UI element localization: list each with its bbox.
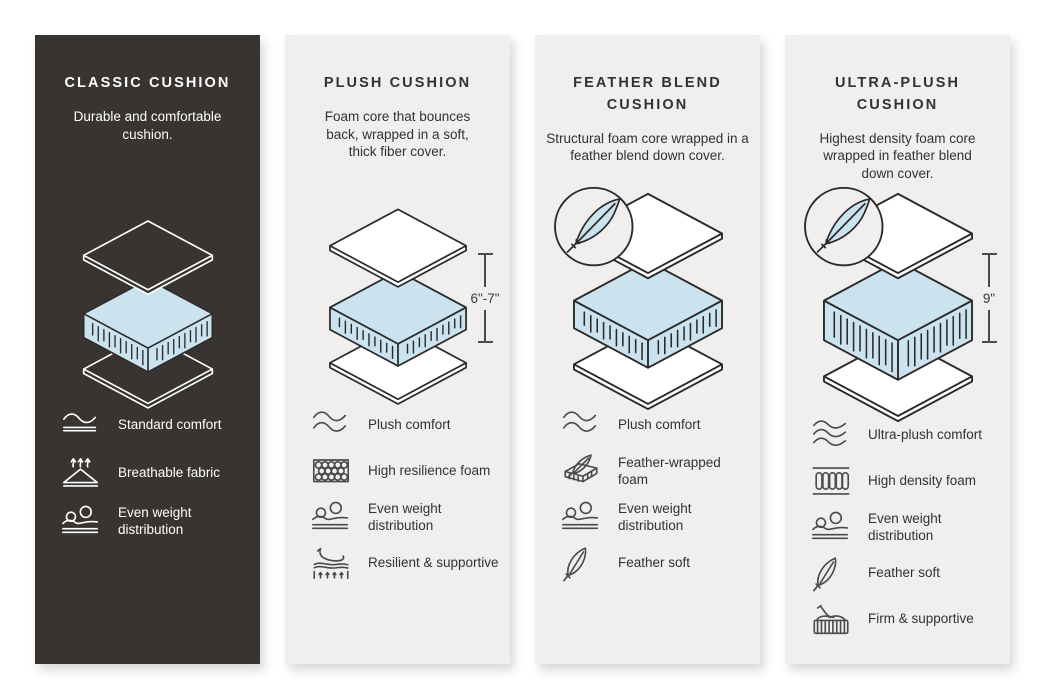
- feature-list: [559, 405, 752, 589]
- feather-wrapped-foam-icon: [559, 451, 603, 491]
- thickness-dimension-marker: [972, 253, 1006, 343]
- triple-wave-icon: [809, 415, 853, 455]
- feature-row: [559, 405, 752, 445]
- feature-row: [809, 461, 1002, 501]
- cushion-illustration: [535, 187, 760, 416]
- feature-row: [59, 453, 252, 493]
- weight-distribution-icon: [809, 507, 853, 547]
- dimension-line: [484, 310, 486, 342]
- resilient-supportive-icon: [309, 543, 353, 583]
- feature-label: Feather-wrapped foam: [618, 454, 721, 487]
- feature-row: [59, 405, 252, 445]
- dimension-line: [988, 255, 990, 287]
- feature-list: [309, 405, 502, 589]
- double-wave-icon: [559, 405, 603, 445]
- weight-distribution-icon: [59, 501, 103, 541]
- feature-list: [59, 405, 252, 549]
- density-foam-icon: [809, 461, 853, 501]
- column-description: Durable and comfortable cushion.: [73, 108, 222, 142]
- feature-label: Even weight distribution: [868, 510, 942, 543]
- feather-icon: [559, 543, 603, 583]
- feature-label: Feather soft: [618, 555, 691, 571]
- feature-label: Firm & supportive: [868, 611, 974, 627]
- column-title: ULTRA-PLUSH CUSHION: [834, 75, 961, 113]
- wave-icon: [59, 405, 103, 445]
- resilience-foam-icon: [309, 451, 353, 491]
- breathable-icon: [59, 453, 103, 493]
- feature-label: High density foam: [868, 473, 977, 489]
- feature-row: [309, 405, 502, 445]
- firm-supportive-icon: [809, 599, 853, 639]
- column-title: CLASSIC CUSHION: [64, 75, 231, 91]
- column-classic: [35, 35, 260, 664]
- feature-row: [309, 497, 502, 537]
- column-description: Structural foam core wrapped in a feather blend down cover.: [546, 130, 749, 164]
- feature-label: Resilient & supportive: [368, 555, 499, 571]
- feature-row: [309, 451, 502, 491]
- dimension-cap: [478, 341, 493, 343]
- weight-distribution-icon: [559, 497, 603, 537]
- double-wave-icon: [309, 405, 353, 445]
- feature-row: [559, 497, 752, 537]
- feature-label: Even weight distribution: [118, 504, 192, 537]
- feather-badge-icon: [555, 188, 632, 265]
- column-feather-blend: [535, 35, 760, 664]
- feature-label: Plush comfort: [368, 417, 451, 433]
- feature-label: Even weight distribution: [368, 500, 442, 533]
- dimension-cap: [982, 341, 997, 343]
- feature-label: Standard comfort: [118, 417, 222, 433]
- feather-badge-icon: [805, 188, 882, 265]
- feature-label: Breathable fabric: [118, 465, 221, 481]
- column-title: PLUSH CUSHION: [323, 75, 472, 91]
- feature-row: [809, 507, 1002, 547]
- cushion-illustration: [35, 215, 260, 414]
- feature-row: [809, 415, 1002, 455]
- feature-row: [559, 451, 752, 491]
- feature-row: [809, 553, 1002, 593]
- feature-label: High resilience foam: [368, 463, 491, 479]
- feature-row: [809, 599, 1002, 639]
- feature-row: [559, 543, 752, 583]
- feature-label: Ultra-plush comfort: [868, 427, 983, 443]
- dimension-line: [988, 310, 990, 342]
- column-title: FEATHER BLEND CUSHION: [573, 75, 722, 113]
- feature-label: Even weight distribution: [618, 500, 692, 533]
- column-ultra-plush: [785, 35, 1010, 664]
- thickness-label: 9": [982, 290, 996, 306]
- feature-label: Feather soft: [868, 565, 941, 581]
- feature-list: [809, 415, 1002, 645]
- thickness-label: 6"-7": [470, 290, 500, 306]
- feature-label: Plush comfort: [618, 417, 701, 433]
- feather-icon: [809, 553, 853, 593]
- column-description: Highest density foam core wrapped in feather blend down cover.: [819, 130, 976, 182]
- column-description: Foam core that bounces back, wrapped in a soft, thick fiber cover.: [324, 108, 471, 160]
- column-plush: [285, 35, 510, 664]
- feature-row: [309, 543, 502, 583]
- feature-row: [59, 501, 252, 541]
- weight-distribution-icon: [309, 497, 353, 537]
- dimension-line: [484, 255, 486, 287]
- thickness-dimension-marker: [468, 253, 502, 343]
